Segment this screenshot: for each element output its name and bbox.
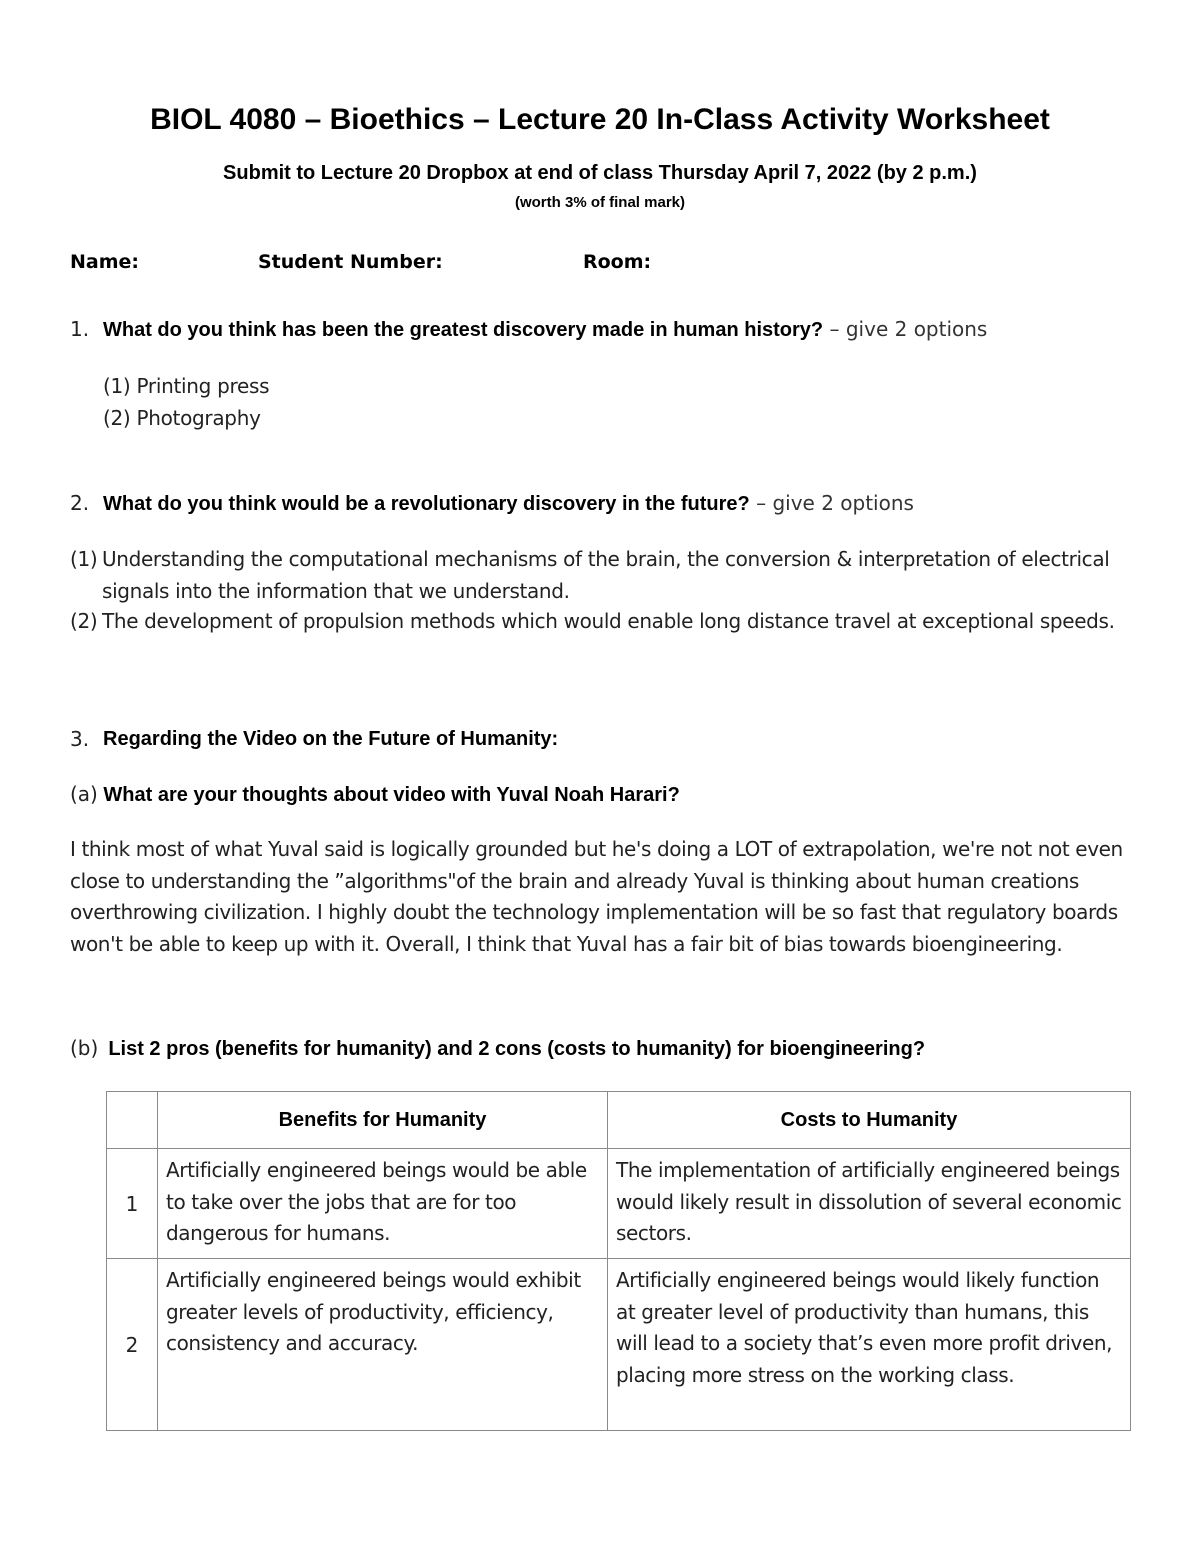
- pros-cons-table: [106, 1091, 1131, 1431]
- row-index: 2: [107, 1259, 158, 1431]
- question-2-note: – give 2 options: [749, 491, 914, 515]
- answer-text: The development of propulsion methods which would enable long distance travel at exceptional speeds.: [102, 609, 1115, 633]
- question-3a: [70, 779, 680, 811]
- table-header-costs: Costs to Humanity: [608, 1092, 1131, 1149]
- question-2: [70, 488, 1150, 520]
- benefit-cell: Artificially engineered beings would be able to take over the jobs that are for too dangerous for humans.: [158, 1149, 608, 1259]
- table-header-index: [107, 1092, 158, 1149]
- benefit-cell: Artificially engineered beings would exhibit greater levels of productivity, efficiency, consistency and accuracy.: [158, 1259, 608, 1431]
- question-1-number: 1.: [70, 317, 90, 341]
- room-label: Room:: [583, 251, 652, 273]
- question-2-text: What do you think would be a revolutionary discovery in the future?: [103, 493, 750, 515]
- table-row: [107, 1259, 1131, 1431]
- question-1-text: What do you think has been the greatest discovery made in human history?: [103, 319, 824, 341]
- cost-cell: The implementation of artificially engineered beings would likely result in dissolution of several economic sectors.: [608, 1149, 1131, 1259]
- question-3a-text: What are your thoughts about video with Yuval Noah Harari?: [97, 784, 680, 806]
- question-2-answer-1: [70, 544, 1130, 607]
- answer-marker: (2): [70, 609, 98, 633]
- question-1-answer-1: (1) Printing press: [103, 374, 270, 398]
- answer-marker: (1): [70, 547, 98, 571]
- table-row: [107, 1149, 1131, 1259]
- worksheet-title: BIOL 4080 – Bioethics – Lecture 20 In-Class Activity Worksheet: [150, 103, 1050, 136]
- question-1-note: – give 2 options: [823, 317, 988, 341]
- table-header-benefits: Benefits for Humanity: [158, 1092, 608, 1149]
- question-3b-marker: (b): [70, 1036, 99, 1060]
- answer-text: Understanding the computational mechanisms of the brain, the conversion & interpretation of electrical signals into the information that we understand.: [102, 547, 1110, 603]
- row-index: 1: [107, 1149, 158, 1259]
- question-3a-answer: I think most of what Yuval said is logically grounded but he's doing a LOT of extrapolation, we're not not even close to understanding the ”algorithms"of the brain and already Yuval is thinking about human creations overthrowing civilization. I highly doubt the technology implementation will be so fast that regulatory boards won't be able to keep up with it. Overall, I think that Yuval has a fair bit of bias towards bioengineering.: [70, 837, 1123, 956]
- question-1: [70, 314, 1150, 346]
- question-2-answer-2: [70, 606, 1130, 638]
- question-3b: [70, 1033, 925, 1065]
- submission-instructions: Submit to Lecture 20 Dropbox at end of class Thursday April 7, 2022 (by 2 p.m.): [223, 162, 977, 184]
- question-1-answer-2: (2) Photography: [103, 406, 261, 430]
- question-3b-text: List 2 pros (benefits for humanity) and 2 cons (costs to humanity) for bioengineering?: [108, 1038, 926, 1060]
- cost-cell: Artificially engineered beings would likely function at greater level of productivity than humans, this will lead to a society that’s even more profit driven, placing more stress on the working class.: [608, 1259, 1131, 1431]
- mark-weight: (worth 3% of final mark): [514, 194, 686, 211]
- table-header-row: [107, 1092, 1131, 1149]
- question-3a-marker: (a): [70, 782, 98, 806]
- question-3-text: Regarding the Video on the Future of Humanity:: [103, 728, 559, 750]
- name-label: Name:: [70, 251, 140, 273]
- question-2-number: 2.: [70, 491, 90, 515]
- question-3-number: 3.: [70, 727, 90, 751]
- question-3: [70, 724, 1150, 755]
- student-number-label: Student Number:: [258, 251, 443, 273]
